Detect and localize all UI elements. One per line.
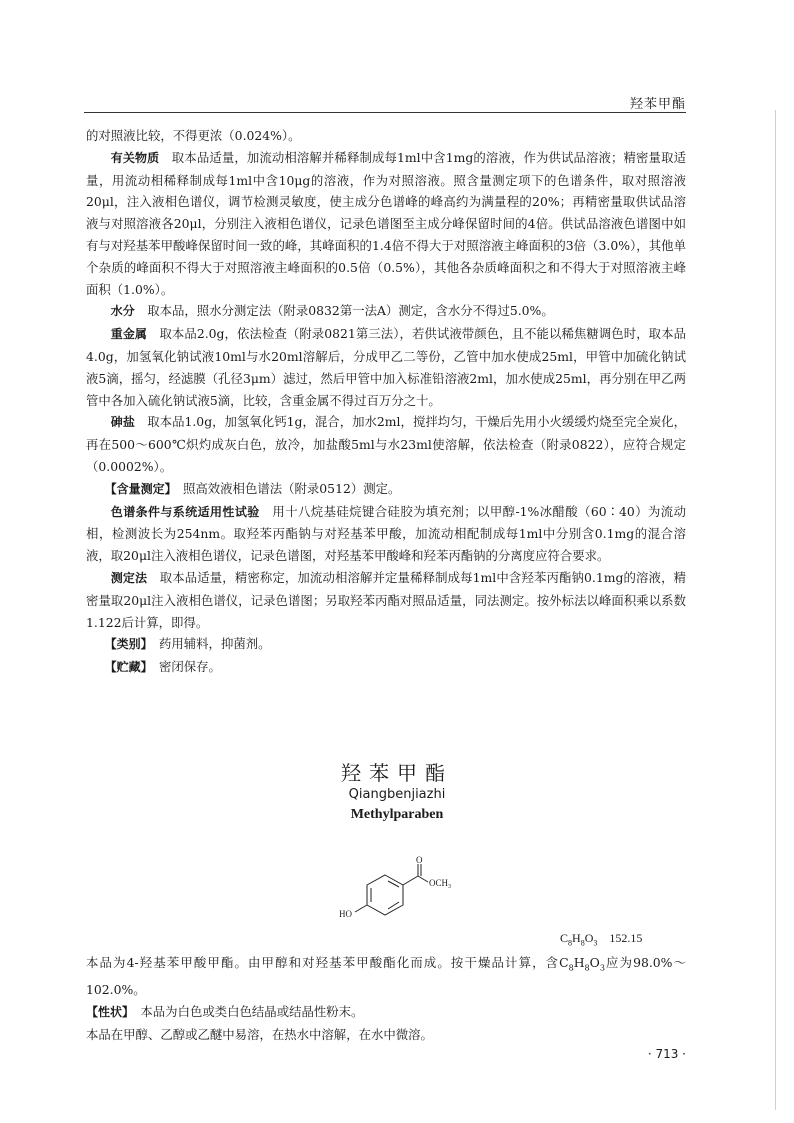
text-heavy-metals: 取本品2.0g，依法检查（附录0821第三法），若供试液带颜色，且不能以稀焦糖调色时，取本品4.0g，加氢氧化钠试液10ml与水20ml溶解后，分成甲乙二等份，乙管中加水使成25ml，甲管中加硫化钠试液5滴，摇匀，经滤膜（孔径3μm）滤过，然后甲管中加入标准铅溶液2ml，加水使成25ml，再分别在甲乙两管中各加入硫化钠试液5滴，比较，含重金属不得过百万分之十。 — [86, 326, 686, 408]
paragraph-assay — [86, 478, 686, 501]
text-storage: 密闭保存。 — [146, 659, 221, 675]
paragraph-arsenic — [86, 411, 686, 477]
molecular-formula: $C_8H_8O_3$ 152.15 — [560, 931, 643, 948]
text-category: 药用辅料，抑菌剂。 — [146, 636, 271, 652]
paragraph-solubility: 本品在甲醇、乙醇或乙醚中易溶，在热水中溶解，在水中微溶。 — [86, 1026, 433, 1042]
lead-category: 【类别】 — [104, 637, 147, 652]
paragraph-definition: 本品为4-羟基苯甲酸甲酯。由甲醇和对羟基苯甲酸酯化而成。按干燥品计算，含$C_8H_8O_3$应为98.0%～102.0%。 — [86, 955, 686, 998]
lead-water: 水分 — [110, 304, 135, 319]
lead-storage: 【贮藏】 — [104, 660, 147, 675]
hydroxyl-label: HO — [339, 909, 352, 919]
text-arsenic: 取本品1.0g，加氢氧化钙1g，混合，加水2ml，搅拌均匀，干燥后先用小火缓缓灼烧至完全炭化，再在500～600℃炽灼成灰白色，放冷，加盐酸5ml与水23ml使溶解，依法检查（附录0822），应符合规定（0.0002%）。 — [86, 414, 686, 474]
page-number: · 713 · — [647, 1047, 686, 1061]
chemical-structure — [325, 855, 475, 925]
carbonyl-oxygen-label: O — [416, 855, 423, 865]
page-edge-line — [775, 110, 776, 1110]
monograph-title-english: Methylparaben — [350, 807, 444, 822]
benzene-ring — [367, 875, 403, 915]
paragraph-continuation: 的对照液比较，不得更浓（0.024%）。 — [86, 128, 301, 143]
paragraph-heavy-metals — [86, 323, 686, 411]
lead-chromatography: 色谱条件与系统适用性试验 — [110, 504, 260, 519]
paragraph-chromatography — [86, 501, 686, 567]
lead-arsenic: 砷盐 — [110, 415, 135, 430]
previous-monograph-text — [86, 125, 686, 679]
lead-description: 【性状】 — [86, 1005, 129, 1020]
monograph-title-chinese: 羟苯甲酯 — [341, 761, 453, 785]
running-title: 羟苯甲酯 — [629, 97, 686, 112]
bond-ring-hydroxyl — [355, 905, 367, 912]
text-chromatography: 用十八烷基硅烷键合硅胶为填充剂；以甲醇-1%冰醋酸（60∶40）为流动相，检测波长为254nm。取羟苯丙酯钠与对羟基苯甲酸，加流动相配制成每1ml中分别含0.1mg的混合溶液，取20μl注入液相色谱仪，记录色谱图，对羟基苯甲酸峰和羟苯丙酯钠的分离度应符合要求。 — [86, 503, 686, 564]
paragraph-related-substances — [86, 147, 686, 301]
paragraph-category — [86, 633, 686, 656]
paragraph-storage — [86, 656, 686, 679]
bond-ring-carbonyl — [403, 876, 418, 885]
text-related-substances: 取本品适量，加流动相溶解并稀释制成每1ml中含1mg的溶液，作为供试品溶液；精密量取适量，用流动相稀释制成每1ml中含10μg的溶液，作为对照溶液。照含量测定项下的色谱条件，取对照溶液20μl，注入液相色谱仪，调节检测灵敏度，使主成分色谱峰的峰高约为满量程的20%；再精密量取供试品溶液与对照溶液各20μl，分别注入液相色谱仪，记录色谱图至主成分峰保留时间的4倍。供试品溶液色谱图中如有与对羟基苯甲酸峰保留时间一致的峰，其峰面积的1.4倍不得大于对照溶液主峰面积的3倍（3.0%），其他单个杂质的峰面积不得大于对照溶液主峰面积的0.5倍（0.5%），其他各杂质峰面积之和不得大于对照溶液主峰面积（1.0%）。 — [86, 149, 686, 297]
methoxy-label: $OCH_3$ — [429, 878, 452, 890]
text-assay: 照高效液相色谱法（附录0512）测定。 — [170, 480, 401, 496]
text-description: 本品为白色或类白色结晶或结晶性粉末。 — [128, 1004, 364, 1020]
paragraph-description — [86, 1001, 686, 1024]
paragraph-procedure — [86, 567, 686, 633]
text-water: 取本品，照水分测定法（附录0832第一法A）测定，含水分不得过5.0%。 — [134, 303, 554, 319]
header-rule — [84, 112, 686, 113]
lead-related-substances: 有关物质 — [110, 150, 160, 165]
paragraph-water — [86, 300, 686, 323]
molecular-weight: 152.15 — [609, 931, 643, 945]
text-procedure: 取本品适量，精密称定，加流动相溶解并定量稀释制成每1ml中含羟苯丙酯钠0.1mg的溶液，精密量取20μl注入液相色谱仪，记录色谱图；另取羟苯丙酯对照品适量，同法测定。按外标法以峰面积乘以系数1.122后计算，即得。 — [86, 569, 686, 630]
lead-heavy-metals: 重金属 — [110, 327, 148, 342]
lead-procedure: 测定法 — [110, 570, 148, 585]
monograph-title-pinyin: Qiangbenjiazhi — [348, 787, 446, 802]
lead-assay: 【含量测定】 — [104, 481, 171, 496]
monograph-body — [86, 952, 686, 1046]
